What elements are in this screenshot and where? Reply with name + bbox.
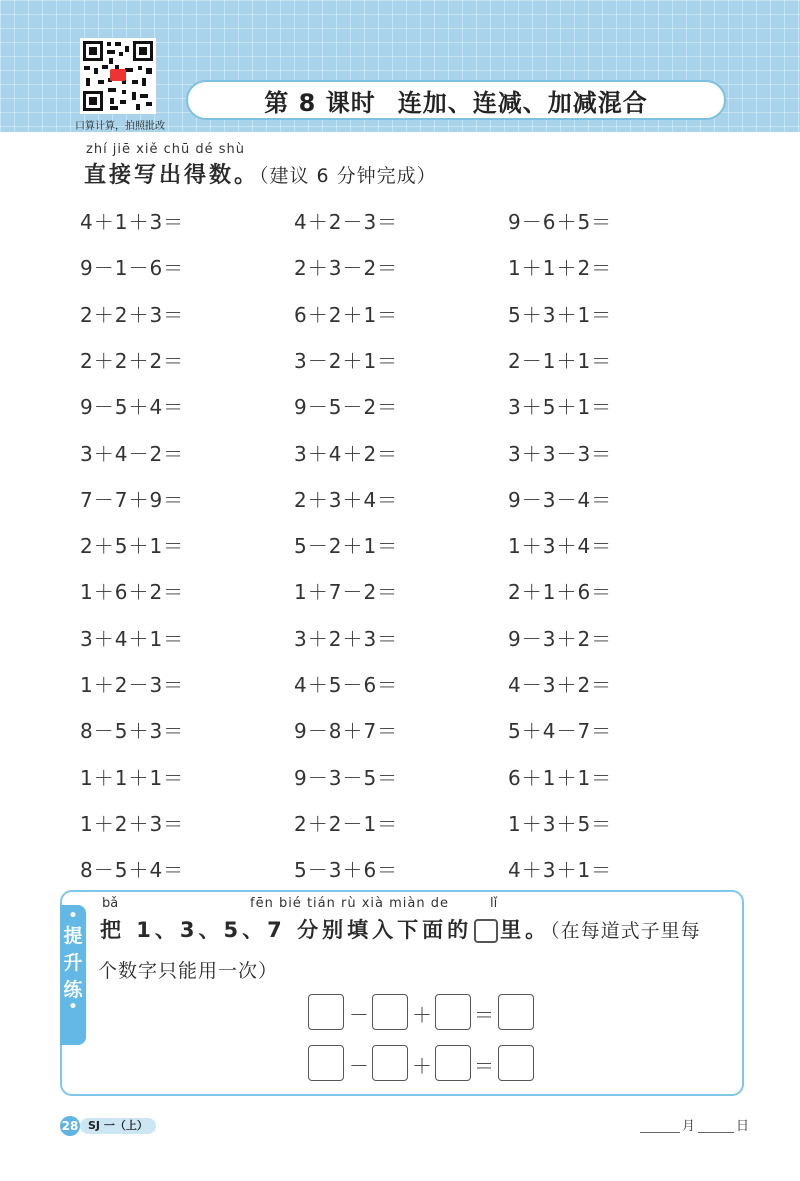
answer-box[interactable] bbox=[372, 994, 408, 1030]
equation-item: 2＋2－1＝ bbox=[294, 811, 399, 836]
section1-instruction bbox=[84, 158, 437, 189]
answer-box[interactable] bbox=[435, 1045, 471, 1081]
equation-item: 3＋4＋2＝ bbox=[294, 441, 399, 466]
answer-box[interactable] bbox=[498, 994, 534, 1030]
equation-item: 3＋4－2＝ bbox=[80, 441, 185, 466]
equation-item: 3＋3－3＝ bbox=[508, 441, 613, 466]
blank-box-icon bbox=[474, 919, 498, 943]
question-text-b: 里。 bbox=[500, 918, 551, 942]
pinyin-li: lǐ bbox=[490, 896, 498, 911]
equation-item: 4＋2－3＝ bbox=[294, 210, 399, 234]
equation-item: 5－2＋1＝ bbox=[294, 534, 399, 559]
equation-item: 6＋1＋1＝ bbox=[508, 765, 613, 790]
header-band bbox=[0, 0, 800, 132]
minus-sign: － bbox=[349, 1003, 369, 1027]
answer-box[interactable] bbox=[435, 994, 471, 1030]
equation-item: 1＋1＋2＝ bbox=[508, 256, 613, 281]
dot-icon: • bbox=[68, 999, 78, 1015]
equation-item: 1＋2＋3＝ bbox=[80, 811, 185, 836]
equation-item: 5＋3＋1＝ bbox=[508, 302, 613, 327]
equation-item: 2＋2＋2＝ bbox=[80, 348, 185, 373]
month-label: 月 bbox=[682, 1119, 696, 1134]
pinyin-ba: bǎ bbox=[102, 896, 119, 911]
equation-item: 2＋5＋1＝ bbox=[80, 534, 185, 559]
side-tab-char: 提 bbox=[63, 925, 83, 947]
day-label: 日 bbox=[736, 1119, 750, 1134]
equals-sign: ＝ bbox=[474, 1003, 494, 1027]
equation-item: 2＋3＋4＝ bbox=[294, 487, 399, 512]
lesson-title-banner bbox=[186, 80, 726, 120]
page-number: 28 bbox=[60, 1116, 80, 1136]
equation-item: 2＋3－2＝ bbox=[294, 256, 399, 281]
pinyin-phrase: fēn bié tián rù xià miàn de bbox=[250, 896, 449, 911]
minus-sign: － bbox=[349, 1054, 369, 1078]
equation-item: 6＋2＋1＝ bbox=[294, 302, 399, 327]
side-tab-char: 练 bbox=[63, 979, 83, 1001]
equation-item: 4＋1＋3＝ bbox=[80, 210, 185, 234]
equation-item: 9－5＋4＝ bbox=[80, 395, 185, 420]
equation-item: 1＋2－3＝ bbox=[80, 673, 185, 697]
question-text-a: 把 1、3、5、7 分别填入下面的 bbox=[100, 918, 473, 942]
equation-item: 2－1＋1＝ bbox=[508, 348, 613, 373]
plus-sign: ＋ bbox=[412, 1003, 432, 1027]
book-tag: SJ 一（上） bbox=[80, 1118, 156, 1134]
question-line2: 个数字只能用一次） bbox=[98, 960, 279, 982]
side-tab-char: 升 bbox=[63, 952, 83, 974]
equation-item: 3＋4＋1＝ bbox=[80, 626, 185, 651]
equation-item: 9－1－6＝ bbox=[80, 256, 185, 281]
equation-item: 8－5＋4＝ bbox=[80, 858, 185, 883]
equation-item: 7－7＋9＝ bbox=[80, 487, 185, 512]
extension-side-tab bbox=[60, 905, 86, 1045]
equation-item: 1＋3＋5＝ bbox=[508, 811, 613, 836]
lesson-title: 连加、连减、加减混合 bbox=[397, 88, 648, 117]
equation-item: 2＋2＋3＝ bbox=[80, 302, 185, 327]
equation-item: 4－3＋2＝ bbox=[508, 673, 613, 697]
day-blank[interactable] bbox=[698, 1131, 734, 1133]
equation-item: 9－3－4＝ bbox=[508, 487, 613, 512]
equation-item: 1＋6＋2＝ bbox=[80, 580, 185, 605]
equation-item: 9－3－5＝ bbox=[294, 765, 399, 790]
answer-box[interactable] bbox=[498, 1045, 534, 1081]
equation-item: 3＋2＋3＝ bbox=[294, 626, 399, 651]
equation-item: 1＋1＋1＝ bbox=[80, 765, 185, 790]
equation-item: 4＋3＋1＝ bbox=[508, 858, 613, 883]
equation-item: 1＋7－2＝ bbox=[294, 580, 399, 605]
month-blank[interactable] bbox=[640, 1131, 680, 1133]
equation-item: 3－2＋1＝ bbox=[294, 348, 399, 373]
equation-item: 3＋5＋1＝ bbox=[508, 395, 613, 420]
instruction-text: 直接写出得数。 bbox=[84, 163, 260, 188]
instruction-pinyin: zhí jiē xiě chū dé shù bbox=[86, 142, 245, 157]
equation-item: 9－8＋7＝ bbox=[294, 719, 399, 744]
dot-icon: • bbox=[68, 908, 78, 924]
equation-item: 9－3＋2＝ bbox=[508, 626, 613, 651]
plus-sign: ＋ bbox=[412, 1054, 432, 1078]
equation-item: 8－5＋3＝ bbox=[80, 719, 185, 744]
equals-sign: ＝ bbox=[474, 1054, 494, 1078]
equation-item: 2＋1＋6＝ bbox=[508, 580, 613, 605]
extension-question bbox=[100, 914, 701, 944]
equation-item: 9－5－2＝ bbox=[294, 395, 399, 420]
equation-item: 5＋4－7＝ bbox=[508, 719, 613, 744]
answer-box[interactable] bbox=[308, 994, 344, 1030]
answer-box[interactable] bbox=[372, 1045, 408, 1081]
time-hint: （建议 6 分钟完成） bbox=[259, 165, 437, 187]
equation-item: 1＋3＋4＝ bbox=[508, 534, 613, 559]
qr-code-icon[interactable] bbox=[80, 38, 156, 114]
equation-item: 4＋5－6＝ bbox=[294, 673, 399, 697]
equation-item: 5－3＋6＝ bbox=[294, 858, 399, 883]
qr-caption: 口算计算，拍照批改 bbox=[75, 121, 165, 132]
answer-box[interactable] bbox=[308, 1045, 344, 1081]
lesson-number: 第 8 课时 bbox=[264, 88, 376, 117]
question-hint: （在每道式子里每 bbox=[550, 920, 701, 942]
equation-item: 9－6＋5＝ bbox=[508, 210, 613, 234]
